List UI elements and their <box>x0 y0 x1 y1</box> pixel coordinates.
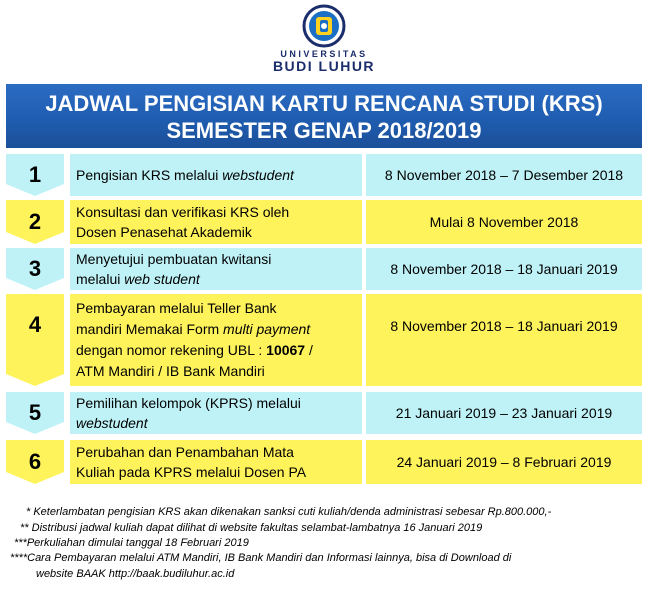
schedule-row-3 <box>6 248 642 290</box>
step-description <box>70 392 362 434</box>
step-number: 3 <box>28 256 42 281</box>
desc-italic-text: webstudent <box>76 415 148 431</box>
desc-line-1: Pemilihan kelompok (KPRS) melalui <box>76 395 301 411</box>
schedule-row-2 <box>6 200 642 244</box>
step-date: 21 Januari 2019 – 23 Januari 2019 <box>366 392 642 434</box>
schedule-row-1 <box>6 154 642 196</box>
step-number-badge <box>6 248 64 290</box>
desc-line-3: dengan nomor rekening UBL : <box>76 342 267 358</box>
logo-text-top: UNIVERSITAS <box>280 49 368 59</box>
desc-line-4: ATM Mandiri / IB Bank Mandiri <box>76 363 265 379</box>
footnote-text: Perkuliahan dimulai tanggal 18 Februari 2019 <box>26 537 249 549</box>
desc-line-1: Pembayaran melalui Teller Bank <box>76 300 277 316</box>
desc-italic-text: web student <box>124 271 200 287</box>
footnote-1 <box>26 506 551 518</box>
footnote-mark: *** <box>14 537 27 549</box>
desc-line-1: Konsultasi dan verifikasi KRS oleh <box>76 204 290 220</box>
footnote-5 <box>36 568 234 580</box>
desc-italic-text: webstudent <box>222 167 294 183</box>
step-description <box>70 440 362 484</box>
step-description <box>70 248 362 290</box>
page-subtitle: SEMESTER GENAP 2018/2019 <box>166 118 482 143</box>
footnote-mark: **** <box>10 552 28 564</box>
schedule-row-6 <box>6 440 642 484</box>
footnote-4 <box>10 552 511 564</box>
desc-line-2: mandiri Memakai Form <box>76 321 224 337</box>
desc-text: Pengisian KRS melalui <box>76 167 223 183</box>
desc-separator: / <box>305 342 313 358</box>
step-date: 8 November 2018 – 7 Desember 2018 <box>366 154 642 196</box>
step-number: 5 <box>28 400 42 425</box>
footnote-2 <box>20 522 482 534</box>
step-number: 1 <box>28 162 42 187</box>
footnote-3 <box>14 537 249 549</box>
step-date: Mulai 8 November 2018 <box>366 200 642 244</box>
step-date: 24 Januari 2019 – 8 Februari 2019 <box>366 440 642 484</box>
step-description <box>70 294 362 386</box>
footnote-mark: ** <box>20 522 29 534</box>
logo-emblem-icon <box>302 4 346 48</box>
step-date: 8 November 2018 – 18 Januari 2019 <box>366 248 642 290</box>
step-number: 2 <box>28 209 42 234</box>
step-number: 4 <box>28 312 42 337</box>
university-logo <box>256 4 392 78</box>
schedule-row-4 <box>6 294 642 386</box>
desc-line-2: Kuliah pada KPRS melalui Dosen PA <box>76 464 307 480</box>
desc-line-1: Menyetujui pembuatan kwitansi <box>76 251 272 267</box>
footnote-text: Cara Pembayaran melalui ATM Mandiri, IB Bank Mandiri dan Informasi lainnya, bisa di Download di <box>27 552 512 564</box>
step-description <box>70 200 362 244</box>
desc-line-2: Dosen Penasehat Akademik <box>76 224 252 240</box>
schedule-row-5 <box>6 392 642 434</box>
footnote-text: website BAAK http://baak.budiluhur.ac.id <box>36 568 235 580</box>
logo-text-bottom: BUDI LUHUR <box>272 58 376 74</box>
page-title: JADWAL PENGISIAN KARTU RENCANA STUDI (KRS) <box>45 91 603 116</box>
desc-line-2: melalui <box>76 271 125 287</box>
step-number-badge <box>6 294 64 386</box>
step-number: 6 <box>28 449 42 474</box>
step-number-badge <box>6 154 64 196</box>
footnote-mark: * <box>26 506 31 518</box>
step-description <box>70 154 362 196</box>
account-number: 10067 <box>266 342 306 358</box>
step-number-badge <box>6 200 64 244</box>
step-number-badge <box>6 392 64 434</box>
desc-italic-text: multi payment <box>223 321 311 337</box>
step-number-badge <box>6 440 64 484</box>
step-date: 8 November 2018 – 18 Januari 2019 <box>366 294 642 386</box>
title-banner <box>6 84 642 148</box>
desc-line-1: Perubahan dan Penambahan Mata <box>76 444 294 460</box>
footnote-text: Keterlambatan pengisian KRS akan dikenakan sanksi cuti kuliah/denda administrasi sebesar Rp.800.000,- <box>30 506 552 518</box>
footnote-text: Distribusi jadwal kuliah dapat dilihat di website fakultas selambat-lambatnya 16 Januari 2019 <box>28 522 483 534</box>
